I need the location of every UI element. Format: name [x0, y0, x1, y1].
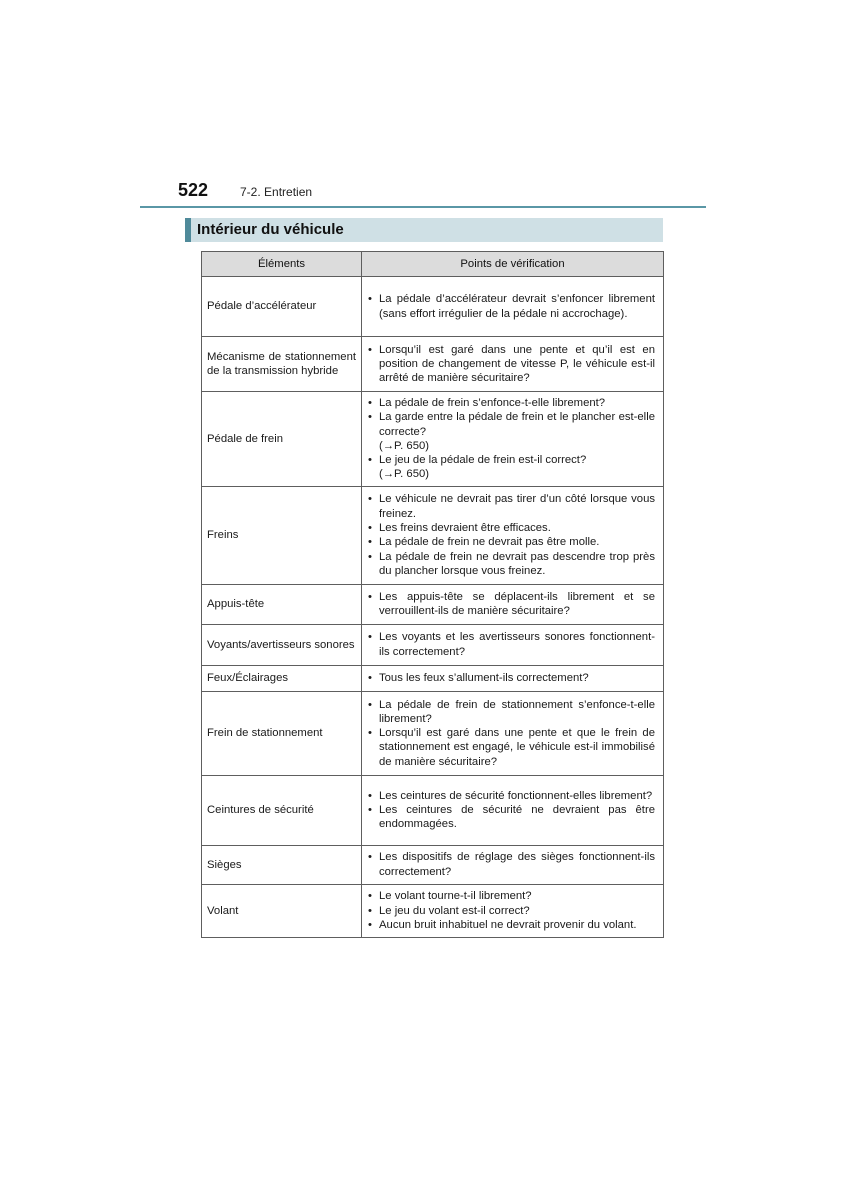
points-cell: [362, 624, 664, 665]
check-point-text: Le jeu de la pédale de frein est-il correct?: [379, 454, 587, 467]
check-point: • La pédale de frein ne devrait pas être molle.: [367, 535, 655, 549]
table-row: [202, 775, 664, 845]
check-point: • Les ceintures de sécurité ne devraient pas être endommagées.: [367, 803, 655, 832]
check-point: • Les voyants et les avertisseurs sonores fonctionnent-ils correctement?: [367, 630, 655, 659]
element-cell: Volant: [202, 884, 362, 937]
page-number: 522: [178, 180, 209, 200]
table-row: [202, 845, 664, 884]
page-reference-link[interactable]: (→P. 650): [379, 439, 430, 452]
table-row: [202, 392, 664, 487]
check-point: • Le jeu du volant est-il correct?: [367, 904, 655, 918]
check-point: • Lorsqu’il est garé dans une pente et qu’il est en position de changement de vitesse P, le véhicule est-il arrêté de manière sécuritaire?: [367, 343, 655, 386]
column-header-elements: Éléments: [202, 252, 362, 277]
points-cell: [362, 884, 664, 937]
points-cell: [362, 277, 664, 337]
element-cell: Pédale de frein: [202, 392, 362, 487]
check-point-with-ref: [367, 453, 655, 482]
points-cell: [362, 337, 664, 392]
points-cell: [362, 775, 664, 845]
check-point: • Les ceintures de sécurité fonctionnent-elles librement?: [367, 789, 655, 803]
table-row: [202, 337, 664, 392]
element-cell: Ceintures de sécurité: [202, 775, 362, 845]
table-row: [202, 486, 664, 584]
check-point: • Les freins devraient être efficaces.: [367, 521, 655, 535]
check-point: • Lorsqu’il est garé dans une pente et que le frein de stationnement est engagé, le véhicule est-il immobilisé de manière sécuritaire?: [367, 726, 655, 769]
check-point: • La pédale d’accélérateur devrait s’enfoncer librement (sans effort irrégulier de la pédale ni accrochage).: [367, 292, 655, 321]
inspection-table: [201, 251, 664, 938]
check-point: • Les appuis-tête se déplacent-ils librement et se verrouillent-ils de manière sécuritaire?: [367, 590, 655, 619]
points-cell: [362, 691, 664, 775]
chapter-title: 7-2. Entretien: [240, 185, 313, 199]
check-point-with-ref: [367, 410, 655, 453]
points-cell: [362, 486, 664, 584]
element-cell: Mécanisme de stationnement de la transmission hybride: [202, 337, 362, 392]
element-cell: Sièges: [202, 845, 362, 884]
table-row: [202, 665, 664, 691]
section-title: Intérieur du véhicule: [197, 221, 344, 238]
check-point: • Tous les feux s’allument-ils correctement?: [367, 671, 655, 685]
table-row: [202, 584, 664, 624]
check-point: • Les dispositifs de réglage des sièges fonctionnent-ils correctement?: [367, 850, 655, 879]
element-cell: Feux/Éclairages: [202, 665, 362, 691]
section-heading-bar: [185, 218, 663, 242]
table-row: [202, 884, 664, 937]
check-point: • Aucun bruit inhabituel ne devrait provenir du volant.: [367, 918, 655, 932]
element-cell: Freins: [202, 486, 362, 584]
check-point: • Le volant tourne-t-il librement?: [367, 889, 655, 903]
table-row: [202, 691, 664, 775]
header-rule: [140, 206, 706, 208]
points-cell: [362, 665, 664, 691]
check-point: • La pédale de frein de stationnement s’enfonce-t-elle librement?: [367, 698, 655, 727]
points-cell: [362, 584, 664, 624]
table-row: [202, 277, 664, 337]
check-point: • Le véhicule ne devrait pas tirer d’un côté lorsque vous freinez.: [367, 492, 655, 521]
element-cell: Appuis-tête: [202, 584, 362, 624]
check-point: • La pédale de frein ne devrait pas descendre trop près du plancher lorsque vous freinez.: [367, 550, 655, 579]
table-row: [202, 624, 664, 665]
element-cell: Pédale d’accélérateur: [202, 277, 362, 337]
element-cell: Voyants/avertisseurs sonores: [202, 624, 362, 665]
points-cell: [362, 845, 664, 884]
points-cell: [362, 392, 664, 487]
element-cell: Frein de stationnement: [202, 691, 362, 775]
check-point: • La pédale de frein s’enfonce-t-elle librement?: [367, 396, 655, 410]
page-reference-link[interactable]: (→P. 650): [379, 468, 430, 481]
check-point-text: La garde entre la pédale de frein et le plancher est-elle correcte?: [379, 411, 655, 438]
table-header-row: [202, 252, 664, 277]
column-header-points: Points de vérification: [362, 252, 664, 277]
